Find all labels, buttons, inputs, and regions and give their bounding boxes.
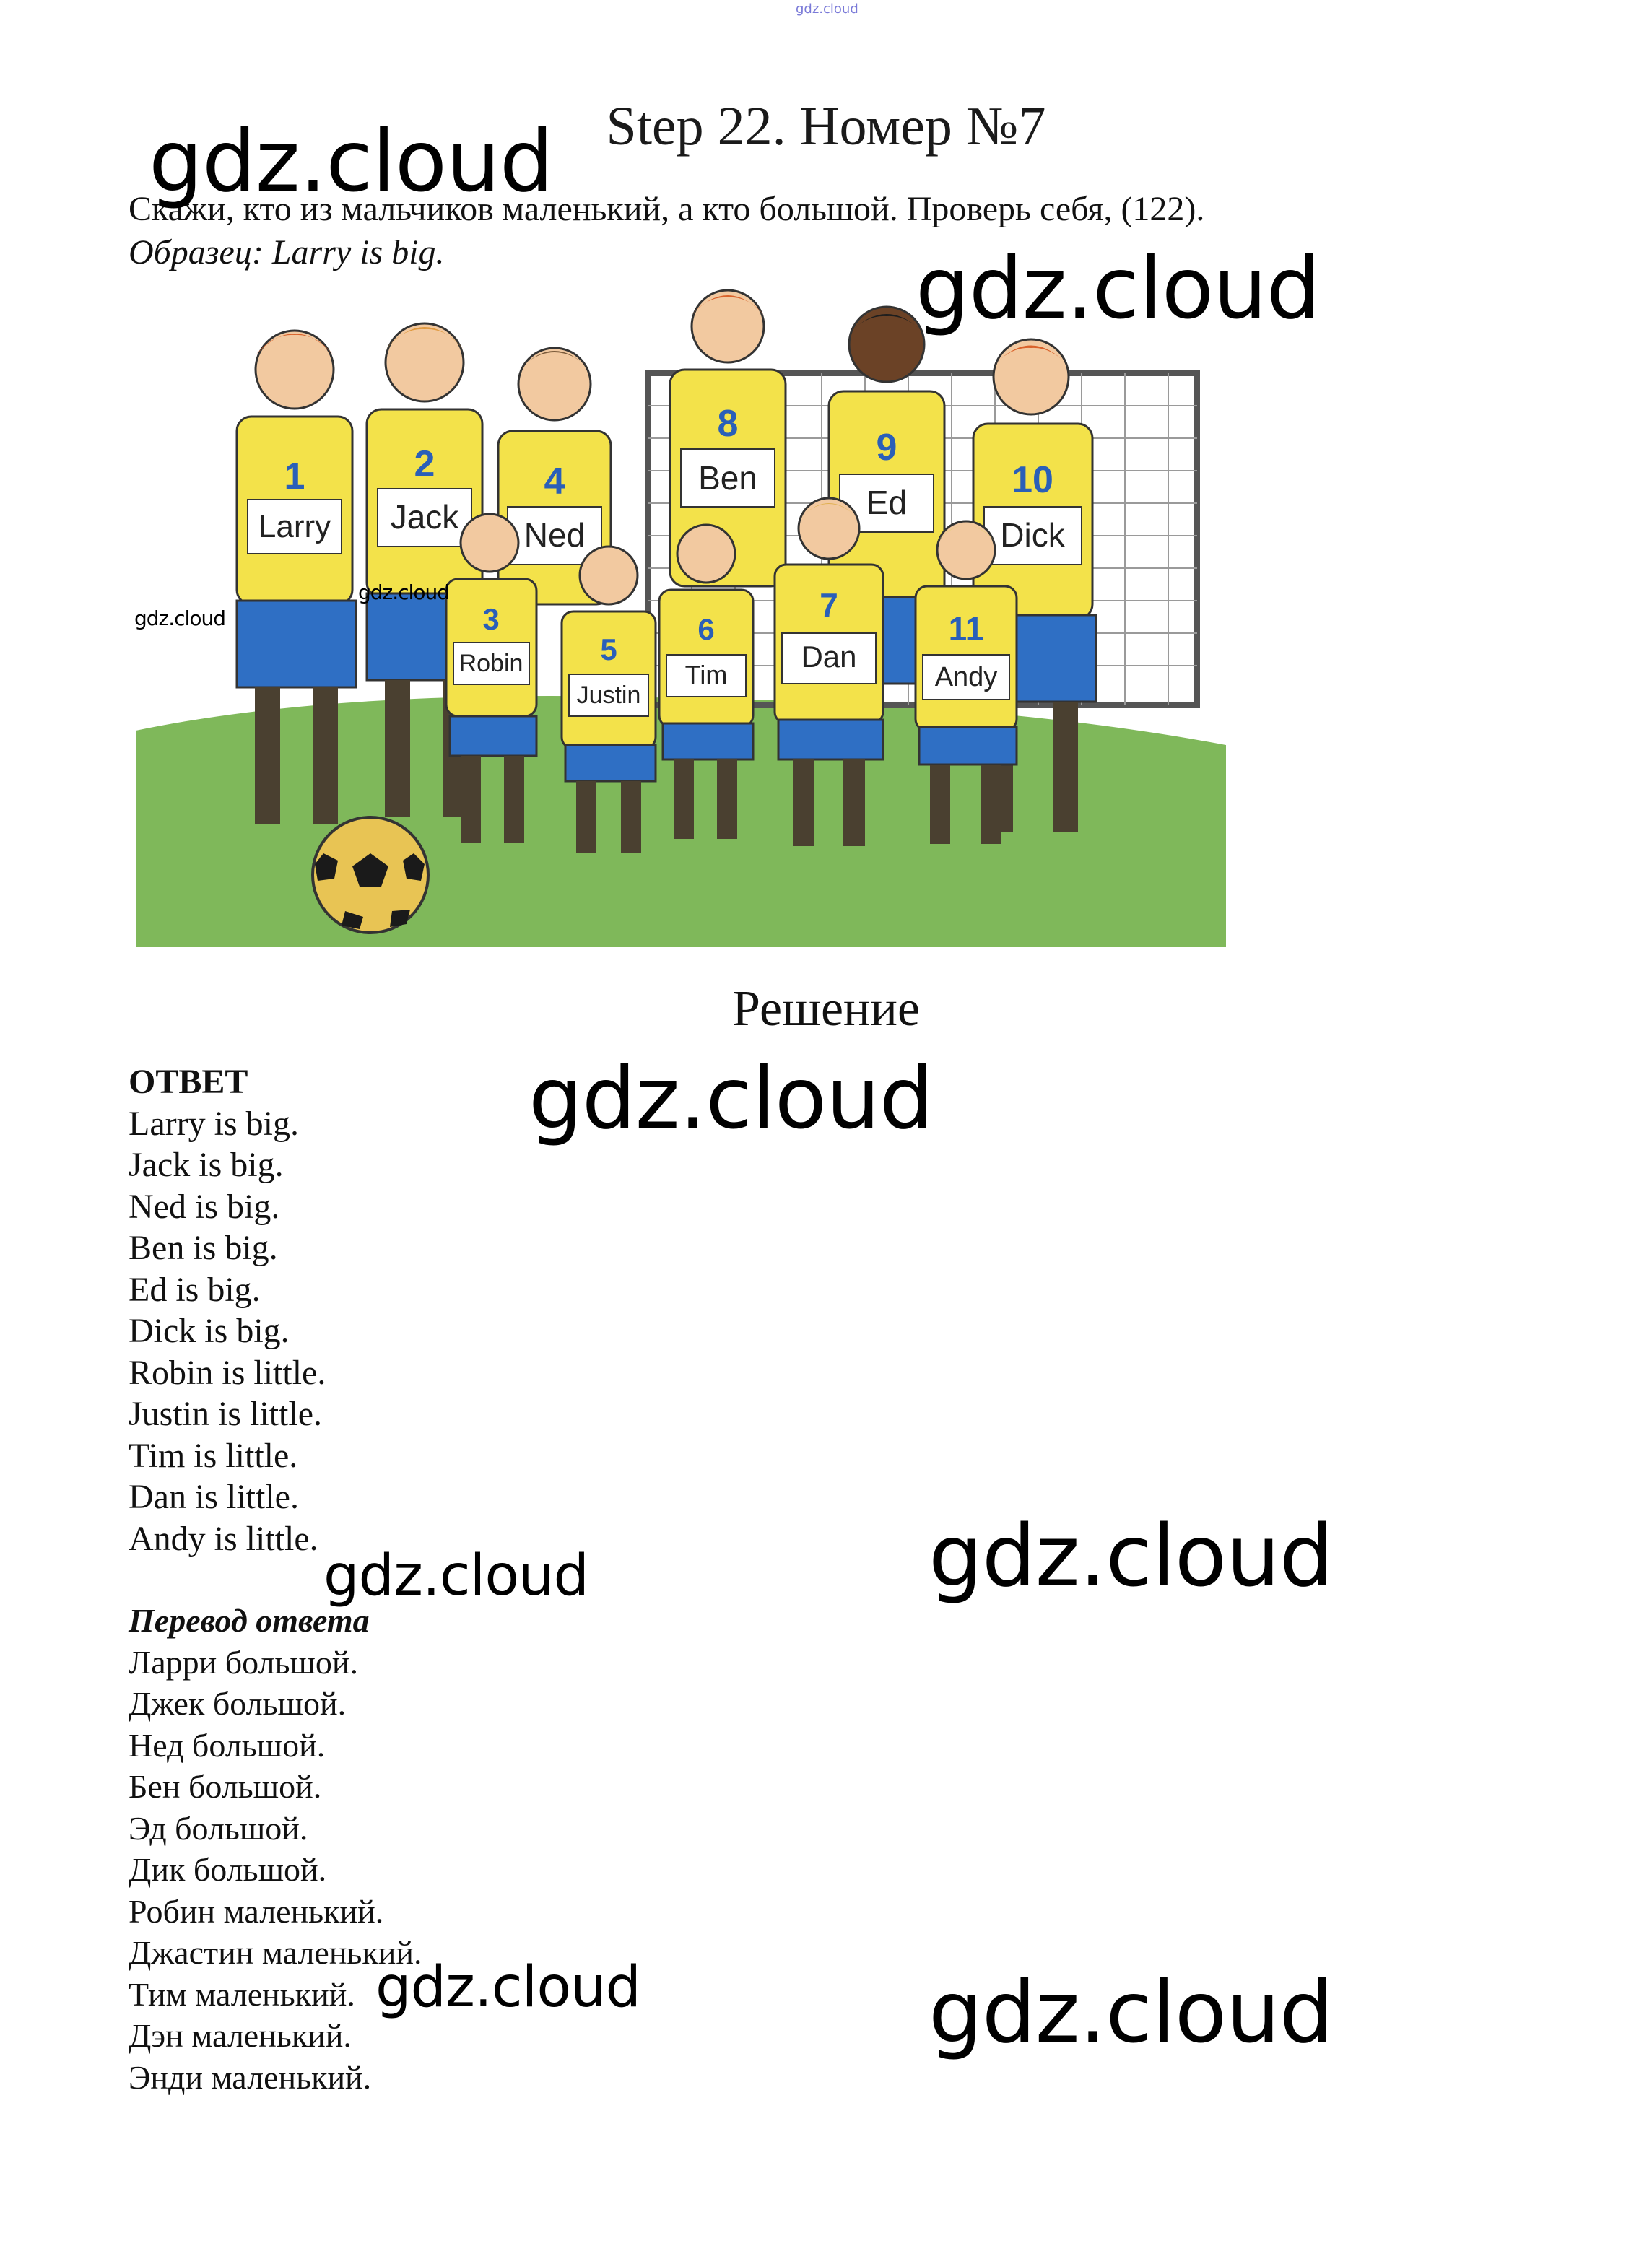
jersey-name: Ned [523,516,586,554]
jersey-name: Jack [390,498,459,536]
watermark: gdz.cloud [358,580,449,604]
jersey-name: Tim [684,660,728,689]
watermark: gdz.cloud [375,1955,640,2020]
translation-line: Энди маленький. [129,2058,372,2096]
answer-line: Tim is little. [129,1436,298,1475]
watermark: gdz.cloud [149,111,553,211]
answer-line: Dan is little. [129,1478,299,1516]
jersey-number: 3 [482,602,500,636]
translation-line: Эд большой. [129,1809,308,1847]
watermark: gdz.cloud [529,1048,933,1148]
translation-line: Нед большой. [129,1726,326,1764]
jersey-name: Ed [866,484,908,521]
watermark: gdz.cloud [929,1962,1333,2062]
translation-line: Джастин маленький. [129,1934,422,1971]
jersey-number: 7 [820,586,838,624]
translation-block [129,1600,422,2098]
jersey-name: Justin [576,682,641,709]
jersey-number: 9 [876,427,897,469]
jersey-number: 4 [544,461,565,502]
jersey-number: 6 [697,612,715,646]
answer-line: Andy is little. [129,1519,318,1558]
watermark: gdz.cloud [323,1544,588,1608]
jersey-name: Larry [258,509,331,544]
answer-line: Robin is little. [129,1353,326,1392]
jersey-name: Andy [934,662,998,692]
translation-line: Джек большой. [129,1685,347,1722]
football-team-illustration [129,283,1233,954]
jersey-name: Ben [698,459,757,497]
answer-line: Justin is little. [129,1395,323,1433]
translation-line: Тим маленький. [129,1975,355,2013]
soccer-ball [313,817,428,933]
jersey-name: Dick [1000,516,1065,554]
answer-line: Ben is big. [129,1229,278,1267]
answer-line: Dick is big. [129,1312,290,1350]
translation-line: Дэн маленький. [129,2017,352,2054]
answer-block [129,1061,326,1559]
translation-line: Бен большой. [129,1768,322,1805]
answer-line: Larry is big. [129,1104,299,1143]
watermark: gdz.cloud [134,606,225,630]
page-title: Step 22. Номер №7 [606,96,1046,157]
jersey-number: 5 [600,632,617,666]
top-watermark: gdz.cloud [796,1,858,17]
jersey-name: Dan [801,640,857,674]
jersey-number: 1 [284,456,305,497]
jersey-number: 2 [414,443,435,485]
answer-line: Ned is big. [129,1187,280,1226]
translation-line: Дик большой. [129,1851,327,1888]
answer-line: Jack is big. [129,1146,284,1184]
translation-line: Робин маленький. [129,1892,384,1930]
jersey-number: 8 [717,403,739,445]
watermark: gdz.cloud [929,1506,1333,1606]
jersey-name: Robin [458,650,523,677]
answer-heading: ОТВЕТ [129,1063,248,1101]
jersey-number: 10 [1012,459,1053,501]
translation-heading: Перевод ответа [129,1602,370,1639]
answer-line: Ed is big. [129,1270,261,1309]
task-prompt: Скажи, кто из мальчиков маленький, а кто большой. Проверь себя, (122). [129,190,1205,228]
task-sample: Образец: Larry is big. [129,233,445,271]
translation-line: Ларри большой. [129,1643,359,1681]
jersey-number: 11 [948,610,984,648]
watermark: gdz.cloud [916,238,1320,338]
solution-heading: Решение [731,981,921,1037]
